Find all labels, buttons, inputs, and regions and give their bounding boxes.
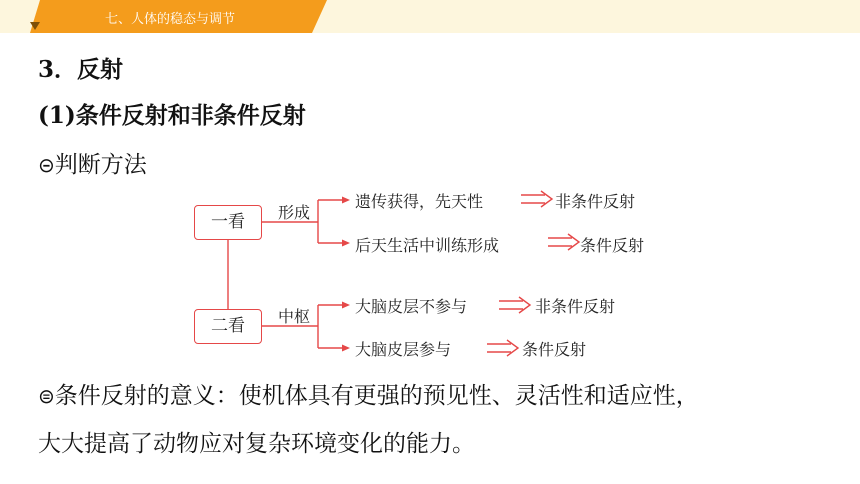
criterion-center: 中枢 xyxy=(278,307,311,326)
branch-condition: 后天生活中训练形成 xyxy=(355,236,500,255)
branch-result: 非条件反射 xyxy=(555,192,636,211)
double-arrow-icon xyxy=(521,191,552,207)
arrowhead-icon xyxy=(342,197,350,204)
arrowhead-icon xyxy=(342,240,350,247)
double-arrow-icon xyxy=(499,297,530,313)
arrowhead-icon xyxy=(342,345,350,352)
branch-condition: 大脑皮层参与 xyxy=(355,340,452,359)
branch-result: 条件反射 xyxy=(522,340,587,359)
circled-one-icon: ⊝ xyxy=(38,153,55,177)
item2-line2: 大大提高了动物应对复杂环境变化的能力。 xyxy=(38,431,475,457)
branch-result: 条件反射 xyxy=(580,236,645,255)
double-arrow-icon xyxy=(548,234,579,250)
box-first-look: 一看 xyxy=(194,205,262,240)
item2-line1 xyxy=(38,382,699,410)
criterion-formation: 形成 xyxy=(278,203,311,222)
arrowhead-icon xyxy=(342,302,350,309)
section-heading: 3．反射 xyxy=(38,56,124,83)
subheading-text: (1)条件反射和非条件反射 xyxy=(38,102,306,129)
chapter-title: 七、人体的稳态与调节 xyxy=(105,12,236,27)
double-arrow-icon xyxy=(487,340,518,356)
branch-result: 非条件反射 xyxy=(535,297,616,316)
item2-text: 条件反射的意义：使机体具有更强的预见性、灵活性和适应性， xyxy=(54,383,699,409)
branch-condition: 遗传获得，先天性 xyxy=(355,192,484,211)
branch-condition: 大脑皮层不参与 xyxy=(355,297,468,316)
circled-two-icon: ⊜ xyxy=(38,384,55,408)
item1-text: 判断方法 xyxy=(54,152,147,178)
box-second-look: 二看 xyxy=(194,309,262,344)
